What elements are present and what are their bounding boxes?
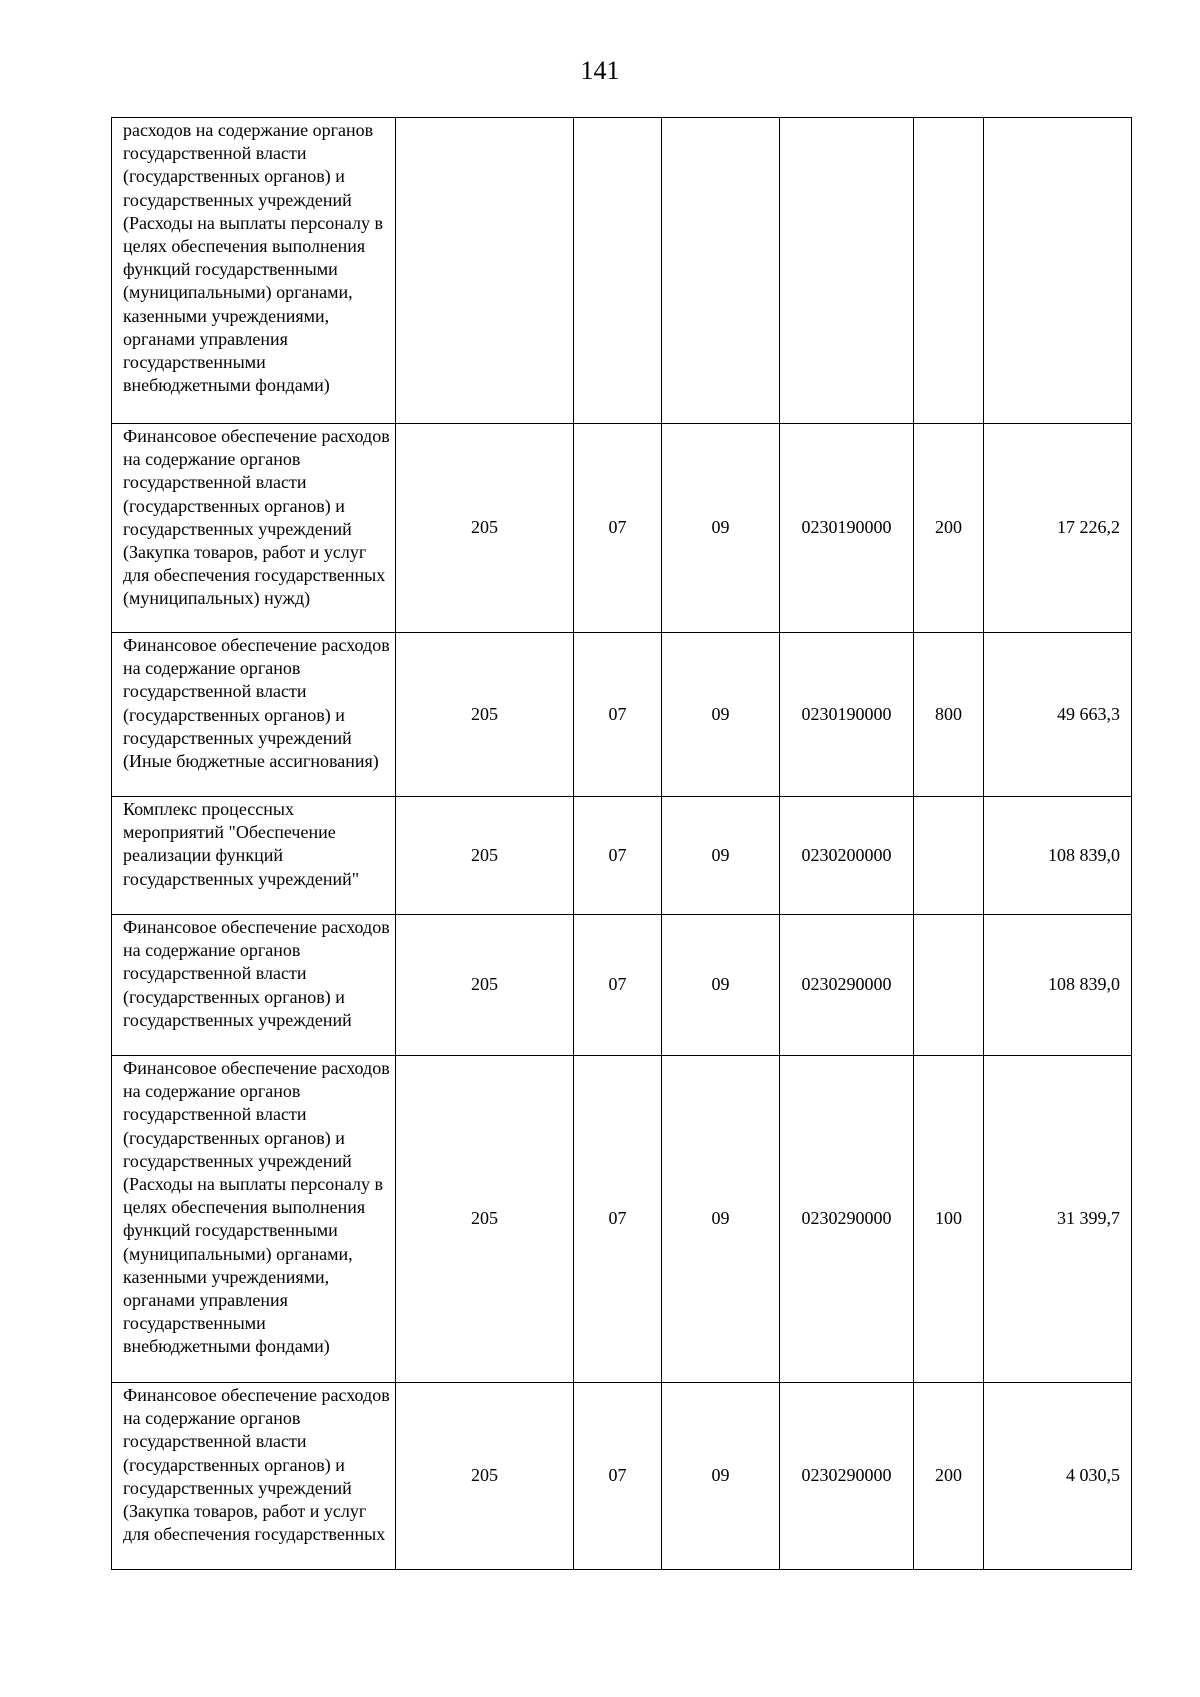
expense-type-code (914, 915, 984, 1056)
row-description: Комплекс процессных мероприятий "Обеспечение реализации функций государственных учреждений" (112, 797, 396, 915)
ministry-code: 205 (396, 797, 574, 915)
table-row (112, 1383, 1132, 1570)
target-article-code: 0230190000 (780, 424, 914, 633)
target-article-code: 0230290000 (780, 1383, 914, 1570)
table-row (112, 118, 1132, 424)
section-code (574, 118, 662, 424)
ministry-code: 205 (396, 1056, 574, 1383)
section-code: 07 (574, 633, 662, 797)
target-article-code (780, 118, 914, 424)
table-row (112, 633, 1132, 797)
target-article-code: 0230290000 (780, 1056, 914, 1383)
row-description: Финансовое обеспечение расходов на содержание органов государственной власти (государственных органов) и государственных учреждений (Закупка товаров, работ и услуг для обеспечения государственных (112, 1383, 396, 1570)
table-row (112, 797, 1132, 915)
section-code: 07 (574, 915, 662, 1056)
table-row (112, 915, 1132, 1056)
budget-table (111, 117, 1132, 1570)
row-description: расходов на содержание органов государственной власти (государственных органов) и государственных учреждений (Расходы на выплаты персоналу в целях обеспечения выполнения функций государственными (муниципальными) органами, казенными учреждениями, органами управления государственными внебюджетными фондами) (112, 118, 396, 424)
subsection-code (662, 118, 780, 424)
section-code: 07 (574, 797, 662, 915)
section-code: 07 (574, 1383, 662, 1570)
page-number: 141 (580, 56, 620, 85)
expense-type-code: 800 (914, 633, 984, 797)
subsection-code: 09 (662, 915, 780, 1056)
ministry-code: 205 (396, 424, 574, 633)
row-description: Финансовое обеспечение расходов на содержание органов государственной власти (государственных органов) и государственных учреждений (Закупка товаров, работ и услуг для обеспечения государственных (муниципальных) нужд) (112, 424, 396, 633)
table-row (112, 1056, 1132, 1383)
ministry-code (396, 118, 574, 424)
section-code: 07 (574, 424, 662, 633)
subsection-code: 09 (662, 424, 780, 633)
ministry-code: 205 (396, 1383, 574, 1570)
subsection-code: 09 (662, 1056, 780, 1383)
expense-type-code (914, 797, 984, 915)
expense-type-code: 200 (914, 424, 984, 633)
expense-type-code: 200 (914, 1383, 984, 1570)
row-description: Финансовое обеспечение расходов на содержание органов государственной власти (государственных органов) и государственных учреждений (Расходы на выплаты персоналу в целях обеспечения выполнения функций государственными (муниципальными) органами, казенными учреждениями, органами управления государственными внебюджетными фондами) (112, 1056, 396, 1383)
amount: 4 030,5 (984, 1383, 1132, 1570)
amount: 108 839,0 (984, 797, 1132, 915)
expense-type-code (914, 118, 984, 424)
target-article-code: 0230200000 (780, 797, 914, 915)
amount: 49 663,3 (984, 633, 1132, 797)
target-article-code: 0230190000 (780, 633, 914, 797)
table-row (112, 424, 1132, 633)
amount: 17 226,2 (984, 424, 1132, 633)
amount (984, 118, 1132, 424)
amount: 31 399,7 (984, 1056, 1132, 1383)
row-description: Финансовое обеспечение расходов на содержание органов государственной власти (государственных органов) и государственных учреждений (Иные бюджетные ассигнования) (112, 633, 396, 797)
subsection-code: 09 (662, 633, 780, 797)
expense-type-code: 100 (914, 1056, 984, 1383)
row-description: Финансовое обеспечение расходов на содержание органов государственной власти (государственных органов) и государственных учреждений (112, 915, 396, 1056)
target-article-code: 0230290000 (780, 915, 914, 1056)
amount: 108 839,0 (984, 915, 1132, 1056)
subsection-code: 09 (662, 797, 780, 915)
subsection-code: 09 (662, 1383, 780, 1570)
ministry-code: 205 (396, 633, 574, 797)
ministry-code: 205 (396, 915, 574, 1056)
section-code: 07 (574, 1056, 662, 1383)
